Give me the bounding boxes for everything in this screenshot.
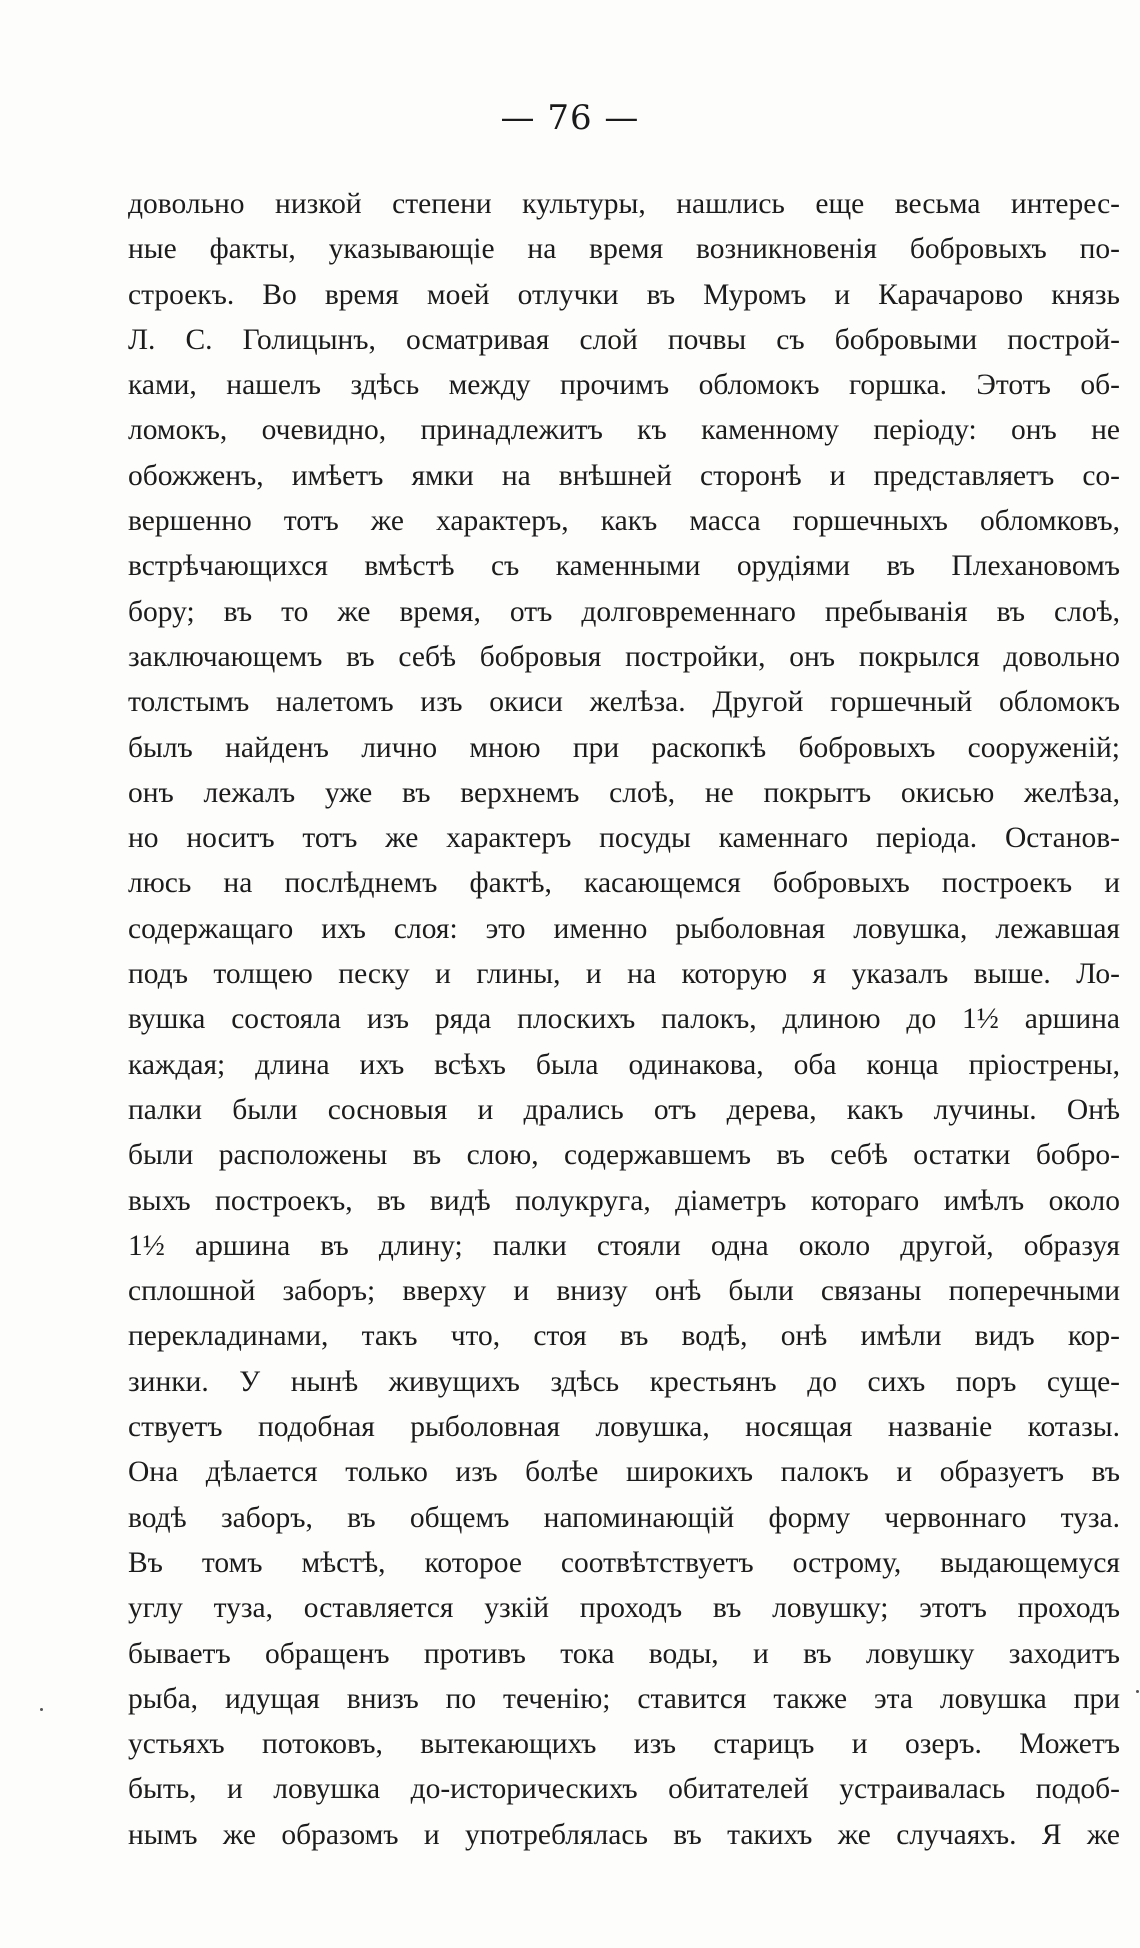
text-line: ломокъ, очевидно, принадлежитъ къ каменному періоду: онъ не <box>128 414 1120 447</box>
text-line: бору; въ то же время, отъ долговременнаго пребыванія въ слоѣ, <box>128 595 1120 628</box>
text-line: Л. С. Голицынъ, осматривая слой почвы съ бобровыми построй- <box>128 323 1120 356</box>
text-line: рыба, идущая внизъ по теченію; ставится также эта ловушка при <box>128 1682 1120 1715</box>
text-line: но носитъ тотъ же характеръ посуды каменнаго періода. Останов- <box>128 822 1120 855</box>
text-line: бываетъ обращенъ противъ тока воды, и въ ловушку заходитъ <box>128 1637 1120 1670</box>
text-line: каждая; длина ихъ всѣхъ была одинакова, оба конца пріострены, <box>128 1048 1120 1081</box>
text-line: устьяхъ потоковъ, вытекающихъ изъ старицъ и озеръ. Можетъ <box>128 1728 1120 1761</box>
text-line: обожженъ, имѣетъ ямки на внѣшней сторонѣ и представляетъ со- <box>128 459 1120 492</box>
text-line: былъ найденъ лично мною при раскопкѣ бобровыхъ сооруженій; <box>128 731 1120 764</box>
text-line: перекладинами, такъ что, стоя въ водѣ, онѣ имѣли видъ кор- <box>128 1320 1120 1353</box>
text-line: люсь на послѣднемъ фактѣ, касающемся бобровыхъ построекъ и <box>128 867 1120 900</box>
margin-speck <box>40 1708 43 1711</box>
body-text <box>128 182 1120 1858</box>
text-line: подъ толщею песку и глины, и на которую я указалъ выше. Ло- <box>128 958 1120 991</box>
text-line: 1½ аршина въ длину; палки стояли одна около другой, образуя <box>128 1229 1120 1262</box>
text-line: онъ лежалъ уже въ верхнемъ слоѣ, не покрытъ окисью желѣза, <box>128 776 1120 809</box>
text-line: строекъ. Во время моей отлучки въ Муромъ и Карачарово князь <box>128 278 1120 311</box>
text-line: довольно низкой степени культуры, нашлись еще весьма интерес- <box>128 188 1120 220</box>
text-line: Она дѣлается только изъ болѣе широкихъ палокъ и образуетъ въ <box>128 1456 1120 1489</box>
text-line: содержащаго ихъ слоя: это именно рыболовная ловушка, лежавшая <box>128 912 1120 945</box>
text-line: углу туза, оставляется узкій проходъ въ ловушку; этотъ проходъ <box>128 1592 1120 1625</box>
margin-speck <box>1136 1690 1139 1693</box>
text-line: палки были сосновыя и дрались отъ дерева, какъ лучины. Онѣ <box>128 1093 1120 1126</box>
text-line: толстымъ налетомъ изъ окиси желѣза. Другой горшечный обломокъ <box>128 686 1120 719</box>
text-line: ствуетъ подобная рыболовная ловушка, носящая названіе котазы. <box>128 1411 1120 1444</box>
text-line: водѣ заборъ, въ общемъ напоминающій форму червоннаго туза. <box>128 1501 1120 1534</box>
text-line: встрѣчающихся вмѣстѣ съ каменными орудіями въ Плехановомъ <box>128 550 1120 583</box>
text-line: ками, нашелъ здѣсь между прочимъ обломокъ горшка. Этотъ об- <box>128 369 1120 402</box>
text-line: нымъ же образомъ и употреблялась въ такихъ же случаяхъ. Я же <box>128 1818 1120 1851</box>
text-line: ные факты, указывающіе на время возникновенія бобровыхъ по- <box>128 233 1120 266</box>
text-line: вушка состояла изъ ряда плоскихъ палокъ, длиною до 1½ аршина <box>128 1003 1120 1036</box>
text-line: зинки. У нынѣ живущихъ здѣсь крестьянъ до сихъ поръ суще- <box>128 1365 1120 1398</box>
text-line: вершенно тотъ же характеръ, какъ масса горшечныхъ обломковъ, <box>128 505 1120 538</box>
text-line: Въ томъ мѣстѣ, которое соотвѣтствуетъ острому, выдающемуся <box>128 1546 1120 1579</box>
text-line: заключающемъ въ себѣ бобровыя постройки, онъ покрылся довольно <box>128 640 1120 673</box>
text-line: сплошной заборъ; вверху и внизу онѣ были связаны поперечными <box>128 1275 1120 1308</box>
text-line: быть, и ловушка до-историческихъ обитателей устраивалась подоб- <box>128 1773 1120 1806</box>
page-number: — 76 — <box>500 98 640 138</box>
text-line: выхъ построекъ, въ видѣ полукруга, діаметръ котораго имѣлъ около <box>128 1184 1120 1217</box>
text-line: были расположены въ слою, содержавшемъ въ себѣ остатки бобро- <box>128 1139 1120 1172</box>
